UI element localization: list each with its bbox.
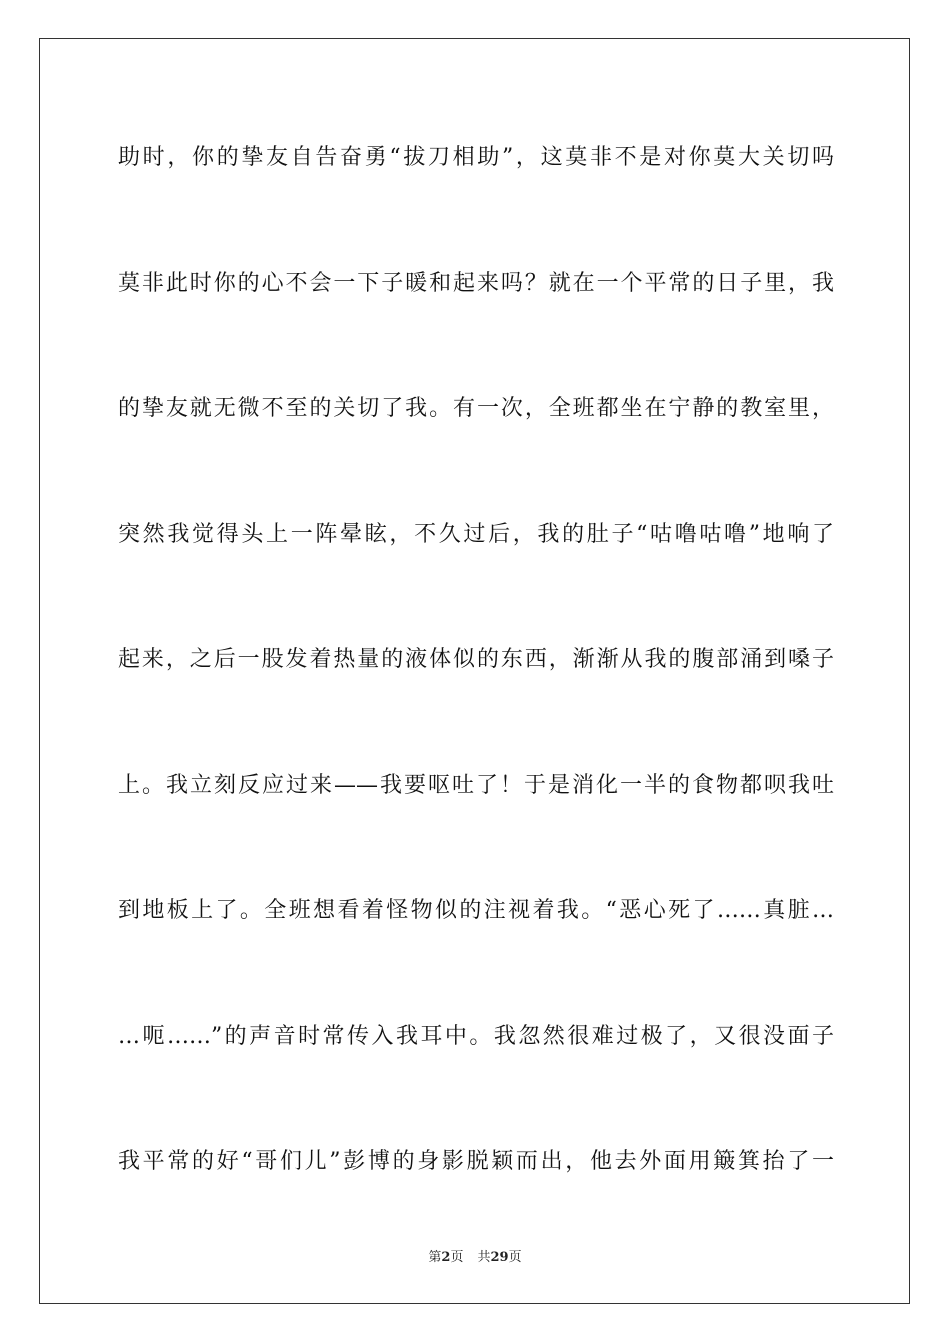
text-line-2: 莫非此时你的心不会一下子暖和起来吗？就在一个平常的日子里，我 <box>118 270 834 296</box>
total-pages: 29 <box>490 1250 509 1265</box>
page-suffix: 页 <box>450 1250 464 1265</box>
text-line-5: 起来，之后一股发着热量的液体似的东西，渐渐从我的腹部涌到嗓子 <box>118 647 834 672</box>
text-line-6: 上。我立刻反应过来——我要呕吐了！于是消化一半的食物都呗我吐 <box>118 772 834 798</box>
text-line-1: 助时，你的挚友自告奋勇“拔刀相助”，这莫非不是对你莫大关切吗 <box>118 145 834 170</box>
page-number: 2 <box>441 1250 451 1265</box>
text-line-3: 的挚友就无微不至的关切了我。有一次，全班都坐在宁静的教室里， <box>118 396 834 421</box>
text-line-4: 突然我觉得头上一阵晕眩，不久过后，我的肚子“咕噜咕噜”地响了 <box>118 521 834 547</box>
text-line-9: 我平常的好“哥们儿”彭博的身影脱颖而出，他去外面用簸箕抬了一 <box>118 1149 834 1174</box>
text-line-7: 到地板上了。全班想看着怪物似的注视着我。“恶心死了……真脏… <box>118 898 834 923</box>
total-prefix: 共 <box>477 1250 491 1265</box>
document-body <box>118 126 834 1256</box>
page-prefix: 第 <box>428 1250 442 1265</box>
total-suffix: 页 <box>508 1250 522 1265</box>
text-line-8: …呃……”的声音时常传入我耳中。我忽然很难过极了，又很没面子 <box>118 1023 834 1049</box>
page-footer <box>0 1246 950 1265</box>
